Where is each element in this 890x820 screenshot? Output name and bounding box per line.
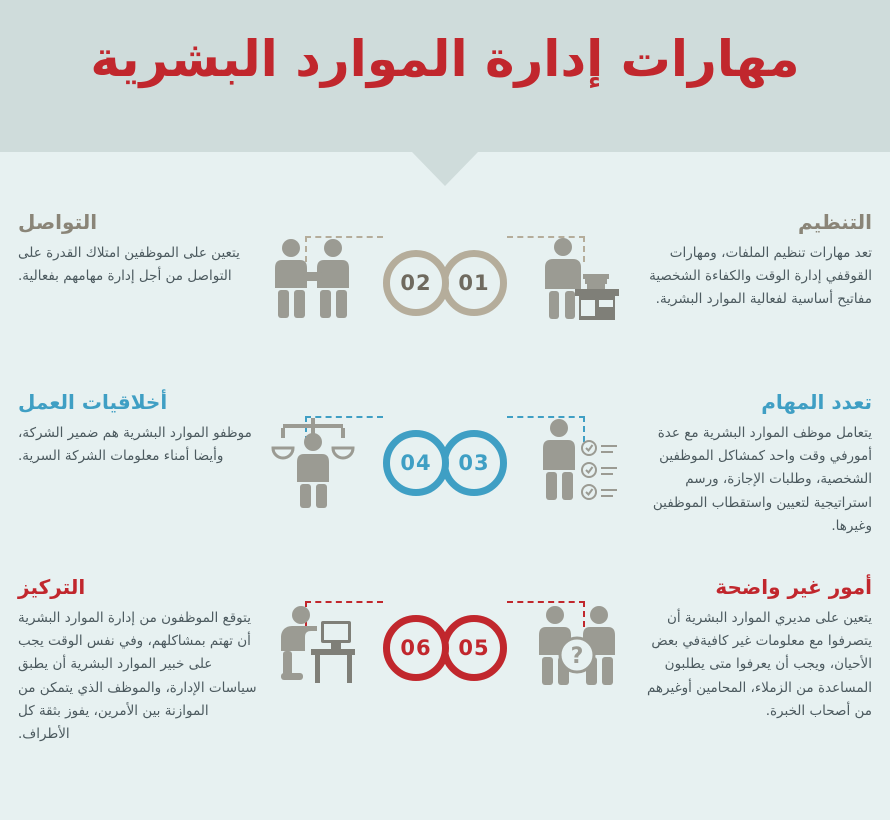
person-checklist-icon xyxy=(529,414,625,514)
badge-05: 05 xyxy=(441,615,507,681)
badge-03: 03 xyxy=(441,430,507,496)
item-01-text-block xyxy=(627,210,872,390)
two-people-handshake-icon xyxy=(265,234,361,334)
person-at-computer-desk-icon xyxy=(265,599,361,699)
item-02-text-block xyxy=(18,210,263,390)
item-02-body: يتعين على الموظفين امتلاك القدرة على التواصل من أجل إدارة مهامهم بفعالية. xyxy=(18,245,240,285)
item-01-body: تعد مهارات تنظيم الملفات، ومهارات القوقفي إدارة الوقت والكفاءة الشخصية مفاتيح أساسية لفعالية الموارد البشرية. xyxy=(649,245,872,308)
item-06-text-block xyxy=(18,575,263,755)
item-05-title: أمور غير واضحة xyxy=(715,575,872,599)
item-04-text-block xyxy=(18,390,263,570)
item-01-title: التنظيم xyxy=(797,210,872,234)
item-03-body: يتعامل موظف الموارد البشرية مع عدة أمورفي وقت واحد كمشاكل الموظفين الشخصية، وطلبات الإجازة، ورسم استراتيجية لتعيين واستقطاب الموظفين وغيرها. xyxy=(652,425,872,534)
item-06-body: يتوقع الموظفون من إدارة الموارد البشرية أن تهتم بمشاكلهم، وفي نفس الوقت يجب على خبير الموارد البشرية أن يطبق سياسات الإدارة، والموظف الذي يتمكن من الموازنة بين الأمرين، يفوز بثقة كل الأطراف. xyxy=(18,610,257,743)
item-02-title: التواصل xyxy=(18,210,98,234)
person-at-desk-icon xyxy=(529,234,625,334)
item-05-text-block xyxy=(627,575,872,755)
row-1 xyxy=(0,210,890,390)
two-people-question-icon xyxy=(529,599,625,699)
item-03-title: تعدد المهام xyxy=(761,390,872,414)
row-3-graphics xyxy=(265,575,625,755)
item-04-body: موظفو الموارد البشرية هم ضمير الشركة، وأيضا أمناء معلومات الشركة السرية. xyxy=(18,425,252,465)
header-arrow-pointer xyxy=(412,152,478,186)
item-06-title: التركيز xyxy=(18,575,86,599)
row-3 xyxy=(0,575,890,755)
item-04-title: أخلاقيات العمل xyxy=(18,390,168,414)
page-title: مهارات إدارة الموارد البشرية xyxy=(90,30,800,88)
person-scales-icon xyxy=(265,414,361,514)
badge-06: 06 xyxy=(383,615,449,681)
item-03-text-block xyxy=(627,390,872,570)
badge-04: 04 xyxy=(383,430,449,496)
svg-text:?: ? xyxy=(570,644,584,669)
header-banner xyxy=(0,0,890,152)
row-1-graphics xyxy=(265,210,625,390)
badge-01: 01 xyxy=(441,250,507,316)
row-2-graphics xyxy=(265,390,625,570)
row-2 xyxy=(0,390,890,570)
badge-02: 02 xyxy=(383,250,449,316)
item-05-body: يتعين على مديري الموارد البشرية أن يتصرفوا مع معلومات غير كافيةفي بعض الأحيان، ويجب أن يعرفوا متى يطلبون المساعدة من الزملاء، المحامين أوغيرهم من أصحاب الخبرة. xyxy=(646,610,872,719)
